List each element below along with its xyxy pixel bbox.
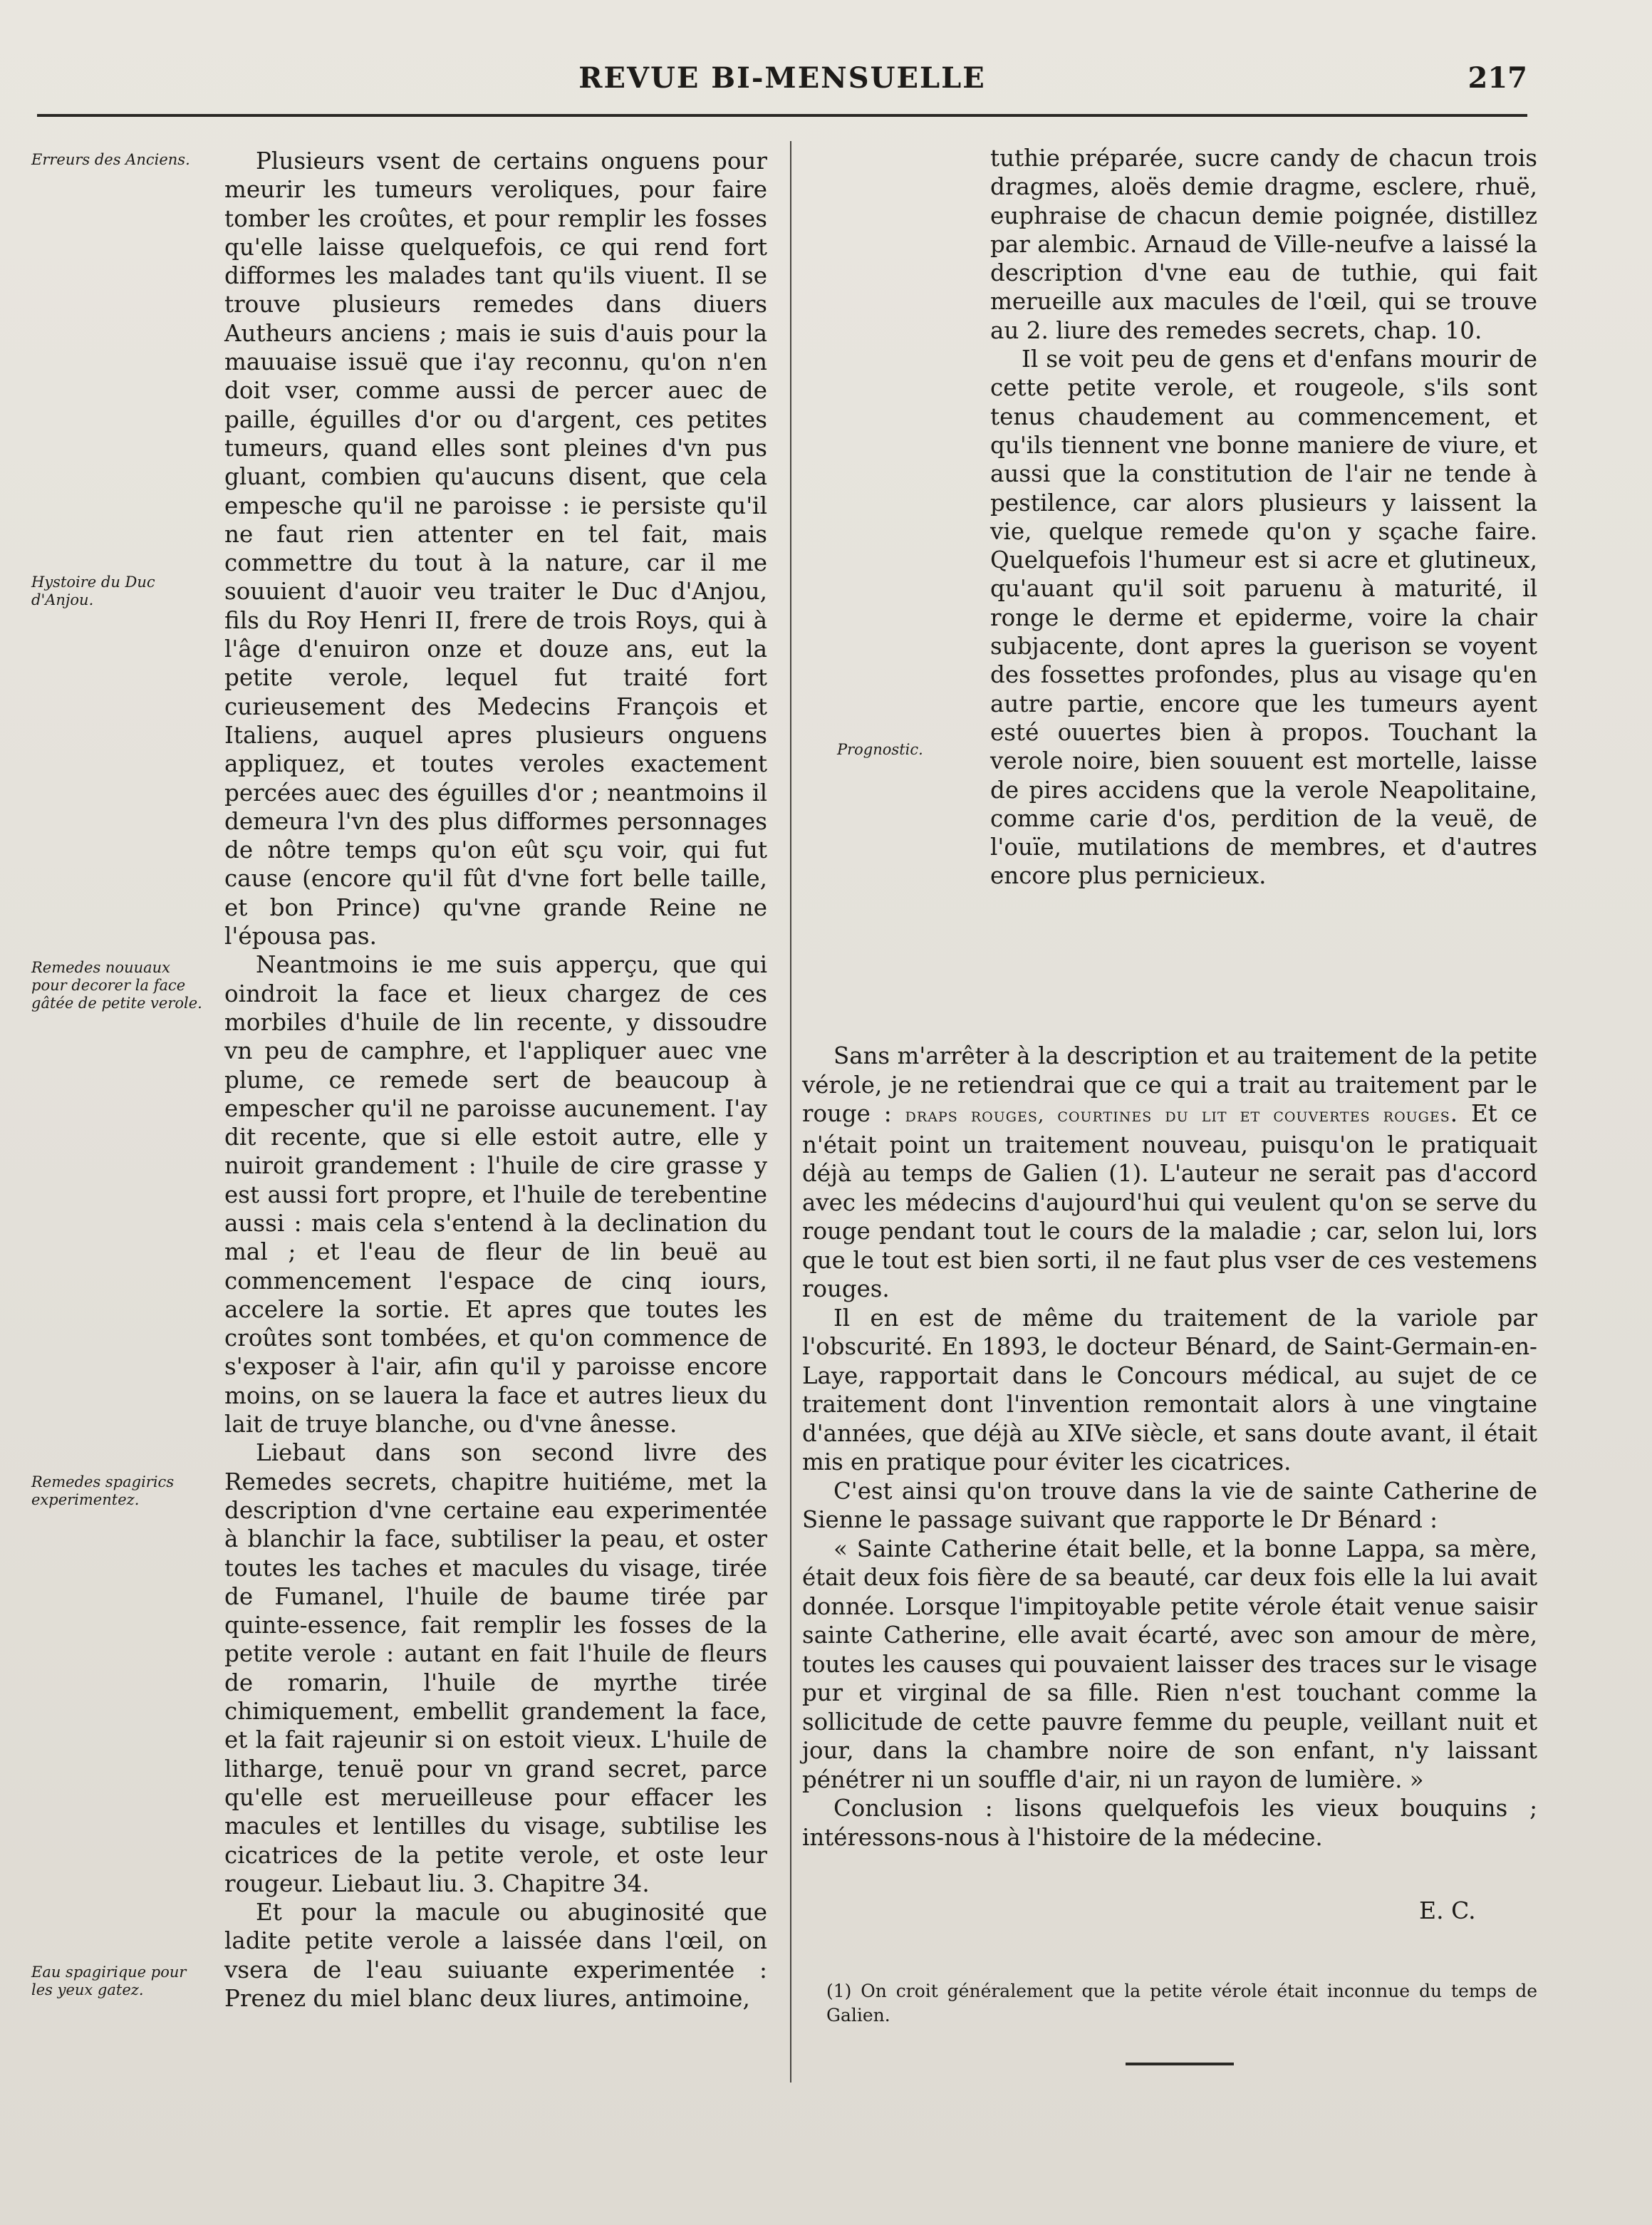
page-number: 217	[1467, 61, 1527, 95]
commentary-block	[802, 1042, 1537, 1852]
commentary-quote: « Sainte Catherine était belle, et la bonne Lappa, sa mère, était deux fois fière de sa beauté, car deux fois elle la lui avait donnée. Lorsque l'impitoyable petite vérole était venue saisir sainte Catherine, elle avait écarté, avec son amour de mère, toutes les causes qui pouvaient laisser des traces sur le visage pur et virginal de sa fille. Rien n'est touchant comme la sollicitude de cette pauvre femme du peuple, veillant nuit et jour, dans la chambre noire de son enfant, n'y laissant pénétrer ni un souffle d'air, ni un rayon de lumière. »	[802, 1535, 1537, 1793]
margin-note-remedes-spagirics: Remedes spagirics experimentez.	[31, 1473, 175, 1508]
left-paragraph-3: Liebaut dans son second livre des Remedes secrets, chapitre huitiéme, met la description d'vne certaine eau experimentée à blanchir la face, subtiliser la peau, et oster toutes les taches et macules du visage, tirée de Fumanel, l'huile de baume tirée par quinte-essence, fait remplir les fosses de la petite verole : autant en fait l'huile de fleurs de romarin, l'huile de myrthe tirée chimiquement, embellit grandement la face, et la fait rajeunir si on estoit vieux. L'huile de litharge, tenuë pour vn grand secret, parce qu'elle est merueilleuse pour effacer les macules et lentilles du visage, subtilise les cicatrices de la petite verole, et oste leur rougeur. Liebaut liu. 3. Chapitre 34.	[224, 1439, 767, 1897]
margin-note-remedes-nouveaux: Remedes nouuaux pour decorer la face gâtée de petite verole.	[31, 959, 202, 1012]
margin-note-histoire: Hystoire du Duc d'Anjou.	[31, 574, 155, 608]
commentary-conclusion: Conclusion : lisons quelquefois les vieux bouquins ; intéressons-nous à l'histoire de la médecine.	[802, 1795, 1537, 1851]
commentary-paragraph-2: Il en est de même du traitement de la variole par l'obscurité. En 1893, le docteur Bénard, de Saint-Germain-en-Laye, rapportait dans le Concours médical, au sujet de ce traitement dont l'invention remontait alors à une vingtaine d'années, que déjà au XIVe siècle, et sans doute avant, il était mis en pratique pour éviter les cicatrices.	[802, 1304, 1537, 1475]
author-signature: E. C.	[1419, 1897, 1476, 1924]
right-column	[990, 144, 1537, 891]
commentary-text: Sans m'arrêter à la description et au traitement de la petite vérole, je ne retiendrai que ce qui a trait au traitement par le rouge :	[802, 1042, 1537, 1127]
end-rule	[1126, 2063, 1234, 2065]
header-rule	[37, 114, 1527, 117]
right-paragraph-1: tuthie préparée, sucre candy de chacun trois dragmes, aloës demie dragme, esclere, rhuë, euphraise de chacun demie poignée, distillez par alembic. Arnaud de Ville-neufve a laissé la description d'vne eau de tuthie, qui fait merueille aux macules de l'œil, qui se trouve au 2. liure des remedes secrets, chap. 10.	[990, 145, 1537, 344]
margin-note-erreurs: Erreurs des Anciens.	[31, 151, 190, 168]
page-header	[37, 61, 1527, 98]
commentary-paragraph-3: C'est ainsi qu'on trouve dans la vie de sainte Catherine de Sienne le passage suivant que rapporte le Dr Bénard :	[802, 1477, 1537, 1533]
commentary-text-cont: . Et ce n'était point un traitement nouveau, puisqu'on le pratiquait déjà au temps de Galien (1). L'auteur ne serait pas d'accord avec les médecins d'aujourd'hui qui veulent qu'on se serve du rouge pendant tout le cours de la maladie ; car, selon lui, lors que le tout est bien sorti, il ne faut plus vser de ces vestemens rouges.	[802, 1100, 1538, 1302]
left-column	[224, 147, 767, 2013]
journal-title: REVUE BI-MENSUELLE	[578, 61, 986, 95]
left-paragraph-1: Plusieurs vsent de certains onguens pour meurir les tumeurs veroliques, pour faire tomber les croûtes, et pour remplir les fosses qu'elle laisse quelquefois, ce qui rend fort difformes les malades tant qu'ils viuent. Il se trouve plusieurs remedes dans diuers Autheurs anciens ; mais ie suis d'auis pour la mauuaise issuë que i'ay reconnu, qu'on n'en doit vser, comme aussi de percer auec de paille, éguilles d'or ou d'argent, ces petites tumeurs, quand elles sont pleines d'vn pus gluant, combien qu'aucuns disent, que cela empesche qu'il ne paroisse : ie persiste qu'il ne faut rien attenter en tel fait, mais commettre du tout à la nature, car il me souuient d'auoir veu traiter le Duc d'Anjou, fils du Roy Henri II, frere de trois Roys, qui à l'âge d'enuiron onze et douze ans, eut la petite verole, lequel fut traité fort curieusement des Medecins François et Italiens, auquel apres plusieurs onguens appliquez, et toutes veroles exactement percées auec des éguilles d'or ; neantmoins il demeura l'vn des plus difformes personnages de nôtre temps qu'on eût sçu voir, qui fut cause (encore qu'il fût d'vne fort belle taille, et bon Prince) qu'vne grande Reine ne l'épousa pas.	[224, 147, 767, 950]
left-paragraph-4: Et pour la macule ou abuginosité que ladite petite verole a laissée dans l'œil, on vsera de l'eau suiuante experimentée : Prenez du miel blanc deux liures, antimoine,	[224, 1899, 767, 2012]
right-paragraph-2: Il se voit peu de gens et d'enfans mourir de cette petite verole, et rougeole, s'ils sont tenus chaudement au commencement, et qu'ils tiennent vne bonne maniere de viure, et aussi que la constitution de l'air ne tende à pestilence, car alors plusieurs y laissent la vie, quelque remede qu'on y sçache faire. Quelquefois l'humeur est si acre et glutineux, qu'auant qu'il soit paruenu à maturité, il ronge le derme et epiderme, voire la chair subjacente, dont apres la guerison se voyent des fossettes profondes, plus au visage qu'en autre partie, encore que les tumeurs ayent esté ouuertes bien à propos. Touchant la verole noire, bien souuent est mortelle, laisse de pires accidens que la verole Neapolitaine, comme carie d'os, perdition de la veuë, de l'ouïe, mutilations de membres, et d'autres encore plus pernicieux.	[990, 346, 1537, 890]
small-caps-text: draps rouges, courtines du lit et couvertes rouges	[905, 1104, 1450, 1126]
margin-note-eau-spagirique: Eau spagirique pour les yeux gatez.	[31, 1964, 187, 1998]
margin-note-prognostic: Prognostic.	[837, 741, 923, 758]
footnote: (1) On croit généralement que la petite vérole était inconnue du temps de Galien.	[826, 1981, 1537, 2026]
column-divider	[790, 141, 791, 2083]
commentary-paragraph-1	[802, 1042, 1537, 1304]
left-paragraph-2: Neantmoins ie me suis apperçu, que qui oindroit la face et lieux chargez de ces morbiles d'huile de lin recente, y dissoudre vn peu de camphre, et l'appliquer auec vne plume, ce remede sert de beaucoup à empescher qu'il ne paroisse aucunement. I'ay dit recente, que si elle estoit autre, elle y nuiroit grandement : l'huile de cire grasse y est aussi fort propre, et l'huile de terebentine aussi : mais cela s'entend à la declination du mal ; et l'eau de fleur de lin beuë au commencement l'espace de cinq iours, accelere la sortie. Et apres que toutes les croûtes sont tombées, et qu'on commence de s'exposer à l'air, afin qu'il y paroisse encore moins, on se lauera la face et autres lieux du lait de truye blanche, ou d'vne ânesse.	[224, 951, 767, 1438]
